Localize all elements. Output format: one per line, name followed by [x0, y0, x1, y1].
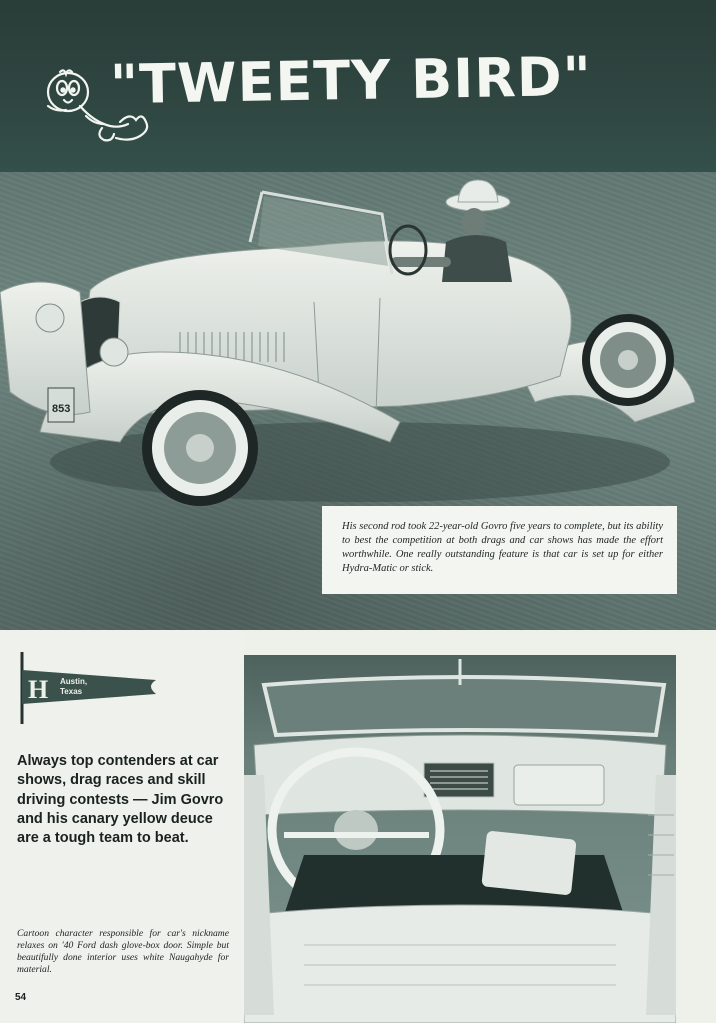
pennant-state: Texas — [60, 687, 83, 696]
page-title: "TWEETY BIRD" — [109, 44, 593, 117]
interior-caption: Cartoon character responsible for car's nickname relaxes on '40 Ford dash glove-box door. Simple but beautifully done interior uses white Naugahyde for material. — [17, 928, 229, 975]
page-number: 54 — [15, 992, 27, 1003]
roadster-photo — [0, 172, 716, 630]
photo-caption: His second rod took 22-year-old Govro five years to complete, but its ability to best the competition at both drags and car shows has made the effort worthwhile. One really outstanding feature is that car is set up for either Hydra-Matic or stick. — [322, 506, 677, 594]
header-band — [0, 0, 716, 172]
lead-paragraph: Always top contenders at car shows, drag races and skill driving contests — Jim Govro and his canary yellow deuce are a tough team to beat. — [17, 753, 224, 847]
interior-illustration — [244, 655, 676, 1023]
interior-photo — [244, 655, 676, 1023]
pennant-flag-icon — [16, 652, 166, 724]
svg-text:H: H — [28, 675, 49, 704]
pennant-city: Austin, — [60, 677, 88, 686]
license-plate: 853 — [52, 403, 71, 415]
